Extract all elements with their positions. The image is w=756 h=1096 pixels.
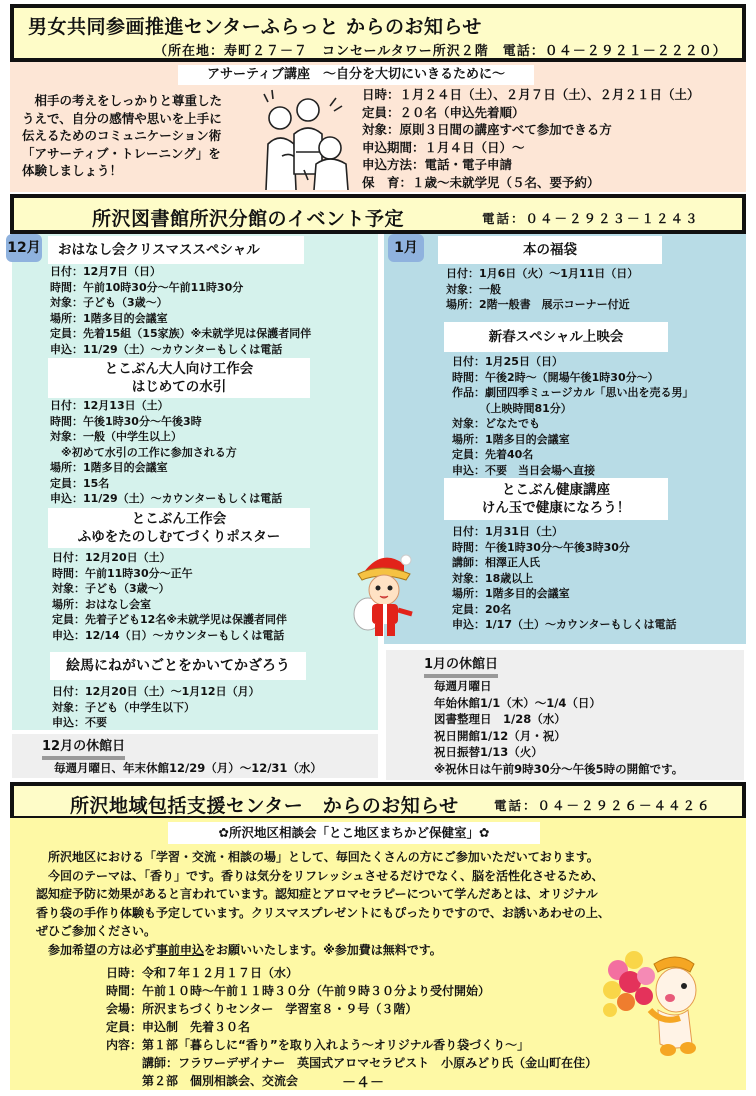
support-center-header	[10, 782, 746, 820]
registration-notice: 参加希望の方は必ず事前申込をお願いいたします。※参加費は無料です。	[36, 942, 442, 957]
support-center-phone: 電話：０４－２９２６－４４２６	[494, 798, 712, 813]
course-details: 日時：１月２４日（土）、２月７日（土）、２月２１日（土） 定員：２０名（申込先着順） 対象：原則３日間の講座すべて参加できる方 申込期間：１月４日（日）～ 申込方法：電話・電子申請 保 育：１歳～未就学児（５名、要予約）	[362, 87, 700, 190]
santa-mascot-illustration	[352, 544, 416, 640]
support-center-title: 所沢地域包括支援センター からのお知らせ	[70, 795, 459, 817]
january-tab: 1月	[388, 234, 424, 262]
event-title: 絵馬にねがいごとをかいてかざろう	[50, 652, 306, 680]
furatto-header	[10, 4, 746, 62]
consultation-details: 日時：令和７年１２月１７日（水） 時間：午前１０時～午前１１時３０分（午前９時３０分より受付開始） 会場：所沢まちづくりセンター 学習室８・９号（３階） 定員：申込制 先着３０名 内容：第１部「暮らしに“香り”を取り入れよう～オリジナル香り袋づくり～」 講師：フラワーデザイナー 英国式アロマセラピスト 小原みどり氏（金山町在住） 第２部 個別相談会、交流会	[106, 966, 598, 1088]
event-title: 本の福袋	[438, 236, 662, 264]
page-number: －４－	[342, 1075, 384, 1091]
event-title: とこぶん大人向け工作会 はじめての水引	[48, 358, 310, 398]
people-talking-illustration	[256, 84, 356, 190]
event-details: 日付：12月20日（土）～1月12日（月） 対象：子ども（中学生以下） 申込：不要	[52, 685, 260, 729]
furatto-title: 男女共同参画推進センターふらっと からのお知らせ	[28, 16, 482, 38]
course-intro: 相手の考えをしっかりと尊重した うえで、自分の感情や思いを上手に 伝えるためのコミュニケーション術 「アサーティブ・トレーニング」を 体験しましょう！	[22, 93, 223, 178]
assertive-course-section	[10, 62, 746, 192]
consultation-section	[10, 818, 746, 1090]
event-title: とこぶん工作会 ふゆをたのしむてづくりポスター	[48, 508, 310, 548]
consultation-title: ✿所沢地区相談会「とこ地区まちかど保健室」✿	[168, 822, 540, 844]
december-closed-days: 毎週月曜日、年末休館12/29（月）～12/31（水）	[54, 761, 322, 775]
january-closed-title: 1月の休館日	[424, 656, 498, 678]
december-tab: 12月	[6, 234, 42, 262]
library-phone: 電話：０４－２９２３－１２４３	[482, 211, 700, 226]
event-details: 日付：1月31日（土） 時間：午後1時30分～午後3時30分 講師：相澤正人氏 対象：18歳以上 場所：1階多目的会議室 定員：20名 申込：1/17（土）～カウンターもしくは電話	[452, 525, 677, 631]
library-header	[10, 194, 746, 234]
event-details: 日付：1月6日（火）～1月11日（日） 対象：一般 場所：2階一般書 展示コーナー付近	[446, 267, 639, 311]
january-closed-days: 毎週月曜日 年始休館1/1（木）～1/4（日） 図書整理日 1/28（水） 祝日開館1/12（月・祝） 祝日振替1/13（火） ※祝休日は午前9時30分～午後5時の開館です。	[434, 679, 684, 776]
event-title: おはなし会クリスマススペシャル	[48, 236, 304, 264]
event-title: 新春スペシャル上映会	[444, 322, 668, 352]
event-details: 日付：12月20日（土） 時間：午前11時30分～正午 対象：子ども（3歳～） 場所：おはなし会室 定員：先着子ども12名※未就学児は保護者同伴 申込：12/14（日）～カウンターもしくは電話	[52, 551, 288, 642]
event-details: 日付：12月13日（土） 時間：午後1時30分～午後3時 対象：一般（中学生以上） ※初めて水引の工作に参加される方 場所：1階多目的会議室 定員：15名 申込：11/29（土）～カウンターもしくは電話	[50, 399, 283, 505]
event-details: 日付：12月7日（日） 時間：午前10時30分～午前11時30分 対象：子ども（3歳～） 場所：1階多目的会議室 定員：先着15組（15家族）※未就学児は保護者同伴 申込：11/29（土）～カウンターもしくは電話	[50, 265, 312, 356]
event-details: 日付：1月25日（日） 時間：午後2時～（開場午後1時30分～） 作品：劇団四季ミュージカル「思い出を売る男」 （上映時間81分） 対象：どなたでも 場所：1階多目的会議室 定員：先着40名 申込：不要 当日会場へ直接	[452, 355, 694, 477]
december-closed-title: 12月の休館日	[42, 738, 125, 760]
event-title: とこぶん健康講座 けん玉で健康になろう！	[444, 478, 668, 520]
consultation-description: 所沢地区における「学習・交流・相談の場」として、毎回たくさんの方にご参加いただいております。 今回のテーマは、「香り」です。香りは気分をリフレッシュさせるだけでなく、脳を活性化させるため、 認知症予防に効果があると言われています。認知症とアロマセラピーについて学んだあとは、オリジナル 香り袋の手作り体験も予定しています。クリスマスプレゼントにもぴったりですので、お誘いあわせの上、 ぜひご参加ください。 参加希望の方は必ず事前申込をお願いいたします。※参加費は無料です。	[36, 848, 610, 959]
library-title: 所沢図書館所沢分館のイベント予定	[92, 208, 405, 230]
course-title: アサーティブ講座 ～自分を大切にいきるために～	[178, 65, 534, 85]
furatto-address: （所在地：寿町２７－７ コンセールタワー所沢２階 電話：０４－２９２１－２２２０）	[154, 44, 727, 59]
flower-mascot-illustration	[596, 940, 706, 1060]
